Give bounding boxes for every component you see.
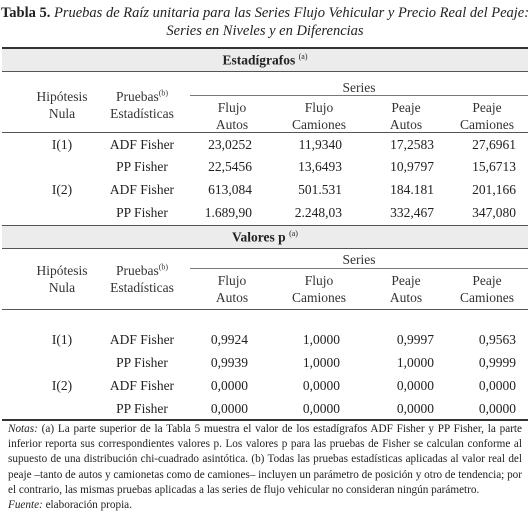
cell-value: 15,6713: [472, 159, 516, 174]
cell-value: 10,9797: [390, 159, 434, 174]
cell-value: 17,2583: [390, 137, 434, 152]
row-hyp: I(1): [51, 137, 73, 152]
row-test: ADF Fisher: [109, 137, 175, 152]
cell-value: 201,166: [472, 182, 516, 197]
section-rule: [2, 71, 528, 72]
section-title-text: Valores p: [232, 229, 286, 245]
row-hyp: I(1): [51, 332, 73, 347]
section-title-estadigrafos: [0, 52, 530, 69]
table-title: [0, 4, 530, 40]
header-hyp-2: Hipótesis Nula: [36, 263, 88, 295]
section-rule: [2, 248, 528, 249]
cell-value: 0,9939: [210, 355, 248, 370]
table-title-text: Pruebas de Raíz unitaria para las Series Flujo Vehicular y Precio Real del Peaje: Series en Niveles y en Diferencias: [54, 5, 530, 39]
top-rule: [2, 47, 528, 49]
col-header-flujo-autos: Flujo Autos: [215, 100, 249, 132]
header-hyp-line1: Hipótesis: [36, 89, 88, 104]
notes-label: Notas:: [8, 423, 38, 435]
source-text: elaboración propia.: [45, 499, 132, 512]
cell-value: 613,084: [208, 182, 252, 197]
source-line: [8, 498, 522, 513]
section-title-valores-p: [0, 229, 530, 246]
cell-value: 0,0000: [210, 378, 248, 393]
section-title-sup: (a): [298, 52, 308, 61]
header-hyp-line2: Nula: [48, 106, 76, 121]
cell-value: 22,5456: [208, 159, 252, 174]
series-rule: [190, 268, 528, 269]
row-hyp: I(2): [51, 378, 73, 393]
cell-value: 0,9924: [210, 332, 248, 347]
source-label: Fuente:: [8, 499, 43, 512]
header-tests-1: [104, 88, 180, 122]
col-header-peaje-autos: Peaje Autos: [389, 273, 423, 305]
row-test: PP Fisher: [116, 401, 168, 416]
header-tests-line1: Pruebas: [115, 89, 159, 104]
col-header-flujo-camiones: Flujo Camiones: [292, 273, 346, 305]
header-hyp-1: [22, 88, 102, 122]
row-test: ADF Fisher: [109, 332, 175, 347]
col-header-peaje-camiones: Peaje Camiones: [460, 273, 514, 305]
cell-value: 1,0000: [396, 355, 434, 370]
header-rule-2: [2, 309, 528, 310]
cell-value: 13,6493: [298, 159, 342, 174]
cell-value: 0,9999: [478, 355, 516, 370]
header-series-label-2: Series: [342, 252, 376, 267]
table-notes: [8, 422, 522, 513]
header-tests-2: Pruebas$^{(b)}$ Estadísticas: [110, 262, 174, 295]
cell-value: 0,0000: [478, 401, 516, 416]
bottom-rule: [2, 419, 528, 421]
section-rule: [2, 225, 528, 226]
series-rule: [190, 95, 528, 96]
cell-value: 27,6961: [472, 137, 516, 152]
cell-value: 0,0000: [396, 401, 434, 416]
row-test: ADF Fisher: [109, 182, 175, 197]
row-test: ADF Fisher: [109, 378, 175, 393]
cell-value: 2.248,03: [294, 205, 342, 220]
col-header-peaje-autos: Peaje Autos: [389, 100, 423, 132]
header-tests-line2: Estadísticas: [110, 106, 174, 121]
cell-value: 1,0000: [302, 332, 340, 347]
table-title-label: Tabla 5.: [0, 5, 51, 21]
cell-value: 332,467: [390, 205, 434, 220]
cell-value: 347,080: [472, 205, 516, 220]
row-hyp: I(2): [51, 182, 73, 197]
cell-value: 0,0000: [302, 401, 340, 416]
header-series-label-1: Series: [342, 80, 376, 95]
col-header-flujo-autos: Flujo Autos: [215, 273, 249, 305]
cell-value: 0,9997: [396, 332, 434, 347]
notes-text: (a) La parte superior de la Tabla 5 muestra el valor de los estadígrafos ADF Fisher y PP Fisher, la parte inferior reporta sus correspondientes valores p. Los valores p para las pruebas de Fisher se calculan conforme al supuesto de una distribución chi-cuadrado asintótica. (b) Todas las pruebas estadísticas aplicadas al valor real del peaje –tanto de autos y camionetas como de camiones– incluyen un parámetro de posición y otro de tendencia; por el contrario, las mismas pruebas aplicadas a las series de flujo vehicular no consideran ningún parámetro.: [8, 423, 522, 496]
section-title-sup: (a): [289, 229, 298, 238]
cell-value: 23,0252: [208, 137, 252, 152]
cell-value: 1,0000: [302, 355, 340, 370]
cell-value: 184.181: [390, 182, 434, 197]
cell-value: 1.689,90: [204, 205, 252, 220]
cell-value: 0,0000: [210, 401, 248, 416]
cell-value: 11,9340: [298, 137, 342, 152]
row-test: PP Fisher: [116, 205, 168, 220]
cell-value: 0,0000: [478, 378, 516, 393]
cell-value: 0,9563: [478, 332, 516, 347]
col-header-peaje-camiones: Peaje Camiones: [460, 100, 514, 132]
header-tests-sup: (b): [158, 88, 169, 98]
cell-value: 501.531: [298, 182, 342, 197]
row-test: PP Fisher: [116, 159, 168, 174]
header-rule-1: [2, 132, 528, 133]
col-header-flujo-camiones: Flujo Camiones: [292, 100, 346, 132]
section-title-text: Estadígrafos: [222, 52, 296, 68]
row-test: PP Fisher: [116, 355, 168, 370]
cell-value: 0,0000: [396, 378, 434, 393]
cell-value: 0,0000: [302, 378, 340, 393]
